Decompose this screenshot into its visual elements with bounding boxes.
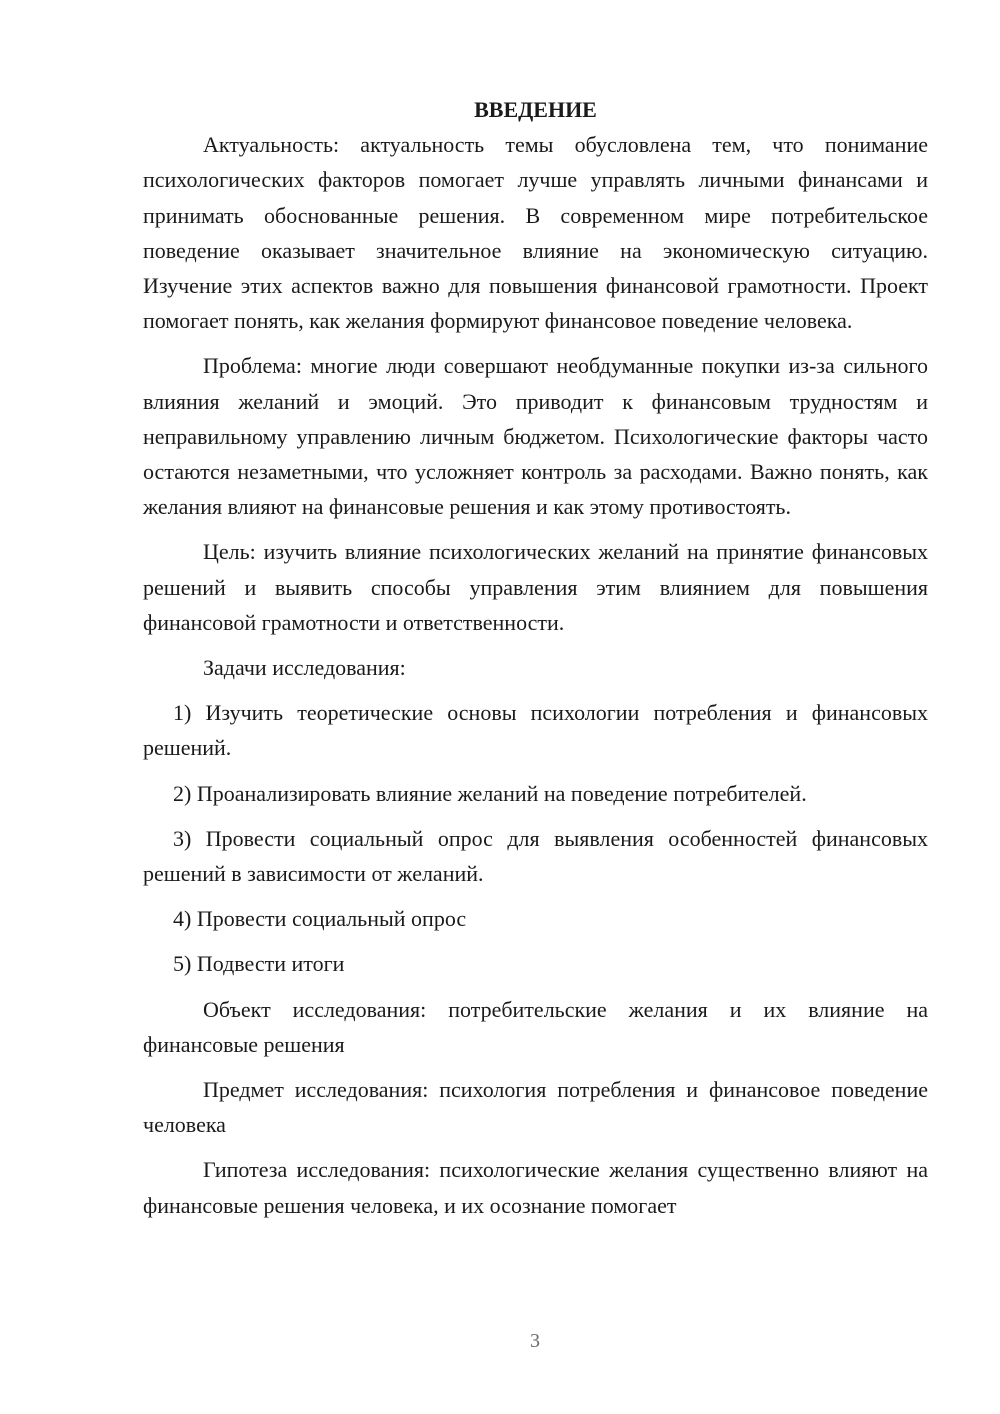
task-item-2: 2) Проанализировать влияние желаний на поведение потребителей. [173, 780, 807, 806]
goal-paragraph: Цель: изучить влияние психологических желаний на принятие финансовых решений и выявить способы управления этим влиянием для повышения финансовой грамотности и ответственности. [143, 539, 928, 635]
task-item-4: 4) Провести социальный опрос [173, 906, 467, 932]
subject-paragraph: Предмет исследования: психология потребления и финансовое поведение человека [143, 1077, 928, 1138]
task-item-5: 5) Подвести итоги [173, 951, 345, 977]
object-paragraph: Объект исследования: потребительские желания и их влияние на финансовые решения [143, 996, 928, 1057]
problem-paragraph: Проблема: многие люди совершают необдуманные покупки из-за сильного влияния желаний и эмоций. Это приводит к финансовым трудностям и неправильному управлению личным бюджетом. Психологические факторы часто остаются незаметными, что усложняет контроль за расходами. Важно понять, как желания влияют на финансовые решения и как этому противостоять. [143, 353, 928, 520]
page-content [143, 90, 928, 1223]
hypothesis-paragraph: Гипотеза исследования: психологические желания существенно влияют на финансовые решения человека, и их осознание помогает [143, 1157, 928, 1218]
relevance-paragraph: Актуальность: актуальность темы обусловлена тем, что понимание психологических факторов помогает лучше управлять личными финансами и принимать обоснованные решения. В современном мире потребительское поведение оказывает значительное влияние на экономическую ситуацию. Изучение этих аспектов важно для повышения финансовой грамотности. Проект помогает понять, как желания формируют финансовое поведение человека. [143, 132, 928, 334]
task-item-1: 1) Изучить теоретические основы психологии потребления и финансовых решений. [143, 700, 928, 761]
page-number: 3 [530, 1330, 540, 1352]
section-title: ВВЕДЕНИЕ [474, 97, 597, 122]
task-item-3: 3) Провести социальный опрос для выявления особенностей финансовых решений в зависимости от желаний. [143, 825, 928, 887]
tasks-heading: Задачи исследования: [203, 655, 406, 681]
